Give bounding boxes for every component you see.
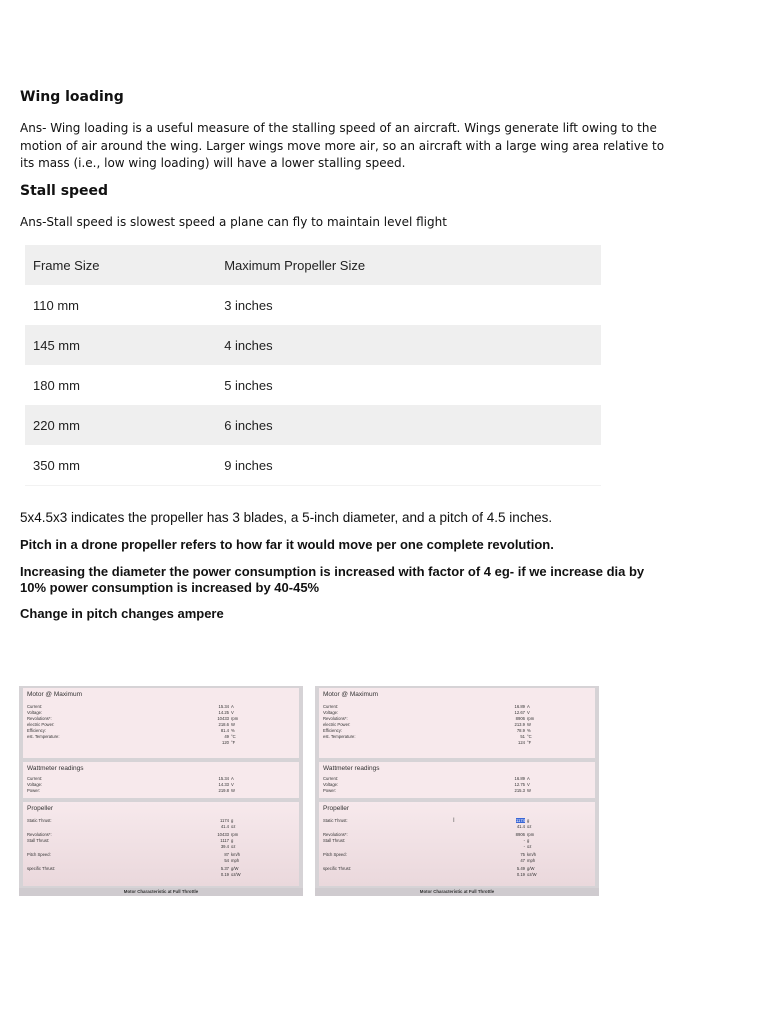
- row-unit: A: [527, 704, 530, 709]
- propeller-size-cell: 3 inches: [224, 297, 273, 313]
- row-label: Stall Thrust:: [323, 838, 346, 843]
- motor-characteristic-panel-1: [19, 686, 303, 896]
- row-unit: A: [231, 776, 234, 781]
- stall-speed-paragraph: Ans-Stall speed is slowest speed a plane can fly to maintain level flight: [20, 215, 447, 229]
- frame-size-cell: 145 mm: [33, 337, 80, 353]
- motor-characteristic-panel-2: [315, 686, 599, 896]
- row-unit: rpm: [231, 716, 239, 721]
- row-value: 51: [520, 734, 525, 739]
- row-unit: g/W: [231, 866, 239, 871]
- row-unit: oz/W: [527, 872, 537, 877]
- row-label: Voltage:: [27, 710, 43, 715]
- propeller-section-title: Propeller: [323, 805, 350, 812]
- frame-size-cell: 180 mm: [33, 377, 80, 393]
- propeller-size-table: [25, 245, 601, 486]
- wing-loading-heading: Wing loading: [20, 89, 124, 105]
- row-label: Current:: [323, 776, 339, 781]
- wattmeter-section-title: Wattmeter readings: [27, 765, 84, 772]
- row-value: 16.89: [514, 776, 525, 781]
- propeller-section: [23, 802, 299, 886]
- row-label: Voltage:: [27, 782, 43, 787]
- row-unit: %: [527, 728, 531, 733]
- row-value: 75: [520, 852, 525, 857]
- table-row: [25, 325, 601, 365]
- row-unit: mph: [231, 858, 240, 863]
- row-unit: A: [231, 704, 234, 709]
- frame-size-cell: 110 mm: [33, 297, 79, 313]
- panel-caption: Motor Characteristic at Full Throttle: [315, 888, 599, 896]
- row-label: specific Thrust:: [27, 866, 56, 871]
- row-label: Static Thrust:: [27, 818, 52, 823]
- row-unit: °C: [231, 734, 236, 739]
- row-value: 120: [222, 740, 229, 745]
- row-label: Stall Thrust:: [27, 838, 50, 843]
- row-unit: °C: [527, 734, 532, 739]
- row-value: 47: [520, 858, 525, 863]
- row-label: Revolutions*:: [323, 832, 348, 837]
- propeller-size-cell: 4 inches: [224, 337, 273, 353]
- propeller-size-cell: 9 inches: [224, 445, 601, 486]
- row-label: electric Power:: [323, 722, 351, 727]
- row-label: Revolutions*:: [27, 716, 52, 721]
- ampere-note: Change in pitch changes ampere: [20, 606, 224, 621]
- column-header-frame-size: Frame Size: [33, 257, 100, 273]
- row-unit: km/h: [231, 852, 241, 857]
- motor-section: [319, 688, 595, 758]
- row-label: Current:: [323, 704, 339, 709]
- row-unit: °F: [527, 740, 532, 745]
- row-unit: g: [527, 838, 530, 843]
- propeller-section-title: Propeller: [27, 805, 54, 812]
- row-value: 39.4: [220, 844, 229, 849]
- row-unit: g/W: [527, 866, 535, 871]
- row-unit: oz: [527, 824, 532, 829]
- row-unit: km/h: [527, 852, 537, 857]
- row-unit: V: [231, 710, 234, 715]
- row-label: Power:: [27, 788, 41, 793]
- row-label: est. Temperature:: [27, 734, 60, 739]
- row-label: Static Thrust:: [323, 818, 348, 823]
- table-row: [25, 445, 601, 486]
- row-unit: W: [231, 788, 235, 793]
- row-label: est. Temperature:: [323, 734, 356, 739]
- row-value: 8906: [515, 832, 525, 837]
- row-label: Pitch Speed:: [323, 852, 347, 857]
- row-label: Revolutions*:: [27, 832, 52, 837]
- row-value: 78.9: [516, 728, 525, 733]
- row-label: Efficiency:: [27, 728, 47, 733]
- row-value: 1174: [219, 818, 229, 823]
- pitch-note: Pitch in a drone propeller refers to how far it would move per one complete revolution.: [20, 537, 554, 552]
- row-label: Revolutions*:: [323, 716, 348, 721]
- row-value: 213.9: [514, 722, 525, 727]
- panel-caption: Motor Characteristic at Full Throttle: [19, 888, 303, 896]
- row-unit: W: [527, 788, 531, 793]
- row-value: 15.34: [218, 776, 229, 781]
- table-header-row: [25, 245, 601, 285]
- propeller-code-note: 5x4.5x3 indicates the propeller has 3 blades, a 5-inch diameter, and a pitch of 4.5 inches.: [20, 510, 553, 525]
- row-value: 14.33: [218, 782, 229, 787]
- wattmeter-section-title: Wattmeter readings: [323, 765, 380, 772]
- row-label: Current:: [27, 776, 43, 781]
- row-unit: rpm: [527, 832, 535, 837]
- wing-loading-paragraph: Ans- Wing loading is a useful measure of the stalling speed of an aircraft. Wings generate lift owing to the motion of air around the wing. Larger wings move more air, so an aircraft with a large wing area relative to its mass (i.e., low wing loading) will have a lower stalling speed.: [20, 121, 665, 170]
- row-value: 10433: [217, 716, 229, 721]
- row-value: 54: [224, 858, 229, 863]
- row-value: 8906: [515, 716, 525, 721]
- row-unit: °F: [231, 740, 236, 745]
- wattmeter-section: [319, 762, 595, 798]
- row-value: 124: [518, 740, 525, 745]
- row-label: Pitch Speed:: [27, 852, 51, 857]
- table-row: [25, 285, 601, 325]
- row-unit: mph: [527, 858, 536, 863]
- row-value: 1117: [220, 838, 229, 843]
- row-value: 15.34: [218, 704, 229, 709]
- row-label: specific Thrust:: [323, 866, 352, 871]
- row-unit: W: [231, 722, 235, 727]
- row-value: 41.4: [220, 824, 229, 829]
- row-value: 10433: [217, 832, 229, 837]
- row-unit: %: [231, 728, 235, 733]
- row-value: 0.19: [220, 872, 229, 877]
- row-unit: oz/W: [231, 872, 241, 877]
- row-unit: rpm: [527, 716, 535, 721]
- row-unit: A: [527, 776, 530, 781]
- row-value: 49: [224, 734, 229, 739]
- motor-section: [23, 688, 299, 758]
- table-row: [25, 405, 601, 445]
- row-unit: oz: [527, 844, 532, 849]
- column-header-max-propeller-size: Maximum Propeller Size: [224, 257, 366, 273]
- row-unit: g: [231, 838, 234, 843]
- row-unit: V: [527, 710, 530, 715]
- row-value: 0.19: [516, 872, 525, 877]
- row-value: 5.37: [220, 866, 229, 871]
- row-value: 215.3: [514, 788, 525, 793]
- diameter-note: Increasing the diameter the power consumption is increased with factor of 4 eg- if we increase dia by 10% power consumption is increased by 40-45%: [20, 564, 645, 595]
- row-unit: W: [527, 722, 531, 727]
- row-unit: V: [231, 782, 234, 787]
- row-value: -: [523, 844, 525, 849]
- row-value-selected: 1174: [515, 818, 525, 823]
- row-value: 218.6: [218, 722, 229, 727]
- row-label: Power:: [323, 788, 337, 793]
- row-value: 81.4: [220, 728, 229, 733]
- row-unit: oz: [231, 844, 236, 849]
- row-unit: V: [527, 782, 530, 787]
- row-value: 5.49: [516, 866, 525, 871]
- row-unit: g: [231, 818, 234, 823]
- wattmeter-section: [23, 762, 299, 798]
- row-label: Voltage:: [323, 782, 339, 787]
- row-value: 219.8: [218, 788, 229, 793]
- row-value: -: [523, 838, 525, 843]
- row-unit: rpm: [231, 832, 239, 837]
- row-label: electric Power:: [27, 722, 55, 727]
- propeller-section: [319, 802, 595, 886]
- row-value: 12.75: [514, 782, 525, 787]
- propeller-size-cell: 5 inches: [224, 377, 273, 393]
- frame-size-cell: 350 mm: [25, 445, 224, 486]
- row-value: 87: [224, 852, 229, 857]
- motor-section-title: Motor @ Maximum: [27, 691, 82, 698]
- propeller-size-cell: 6 inches: [224, 417, 273, 433]
- row-value: 41.4: [516, 824, 525, 829]
- row-unit: g: [527, 818, 530, 823]
- row-value: 16.89: [514, 704, 525, 709]
- row-value: 12.67: [514, 710, 525, 715]
- row-label: Current:: [27, 704, 43, 709]
- frame-size-cell: 220 mm: [33, 417, 80, 433]
- text-cursor-icon: I: [453, 818, 455, 824]
- stall-speed-heading: Stall speed: [20, 183, 109, 199]
- row-label: Voltage:: [323, 710, 339, 715]
- row-unit: oz: [231, 824, 236, 829]
- row-value: 14.25: [218, 710, 229, 715]
- table-row: [25, 365, 601, 405]
- row-label: Efficiency:: [323, 728, 343, 733]
- motor-section-title: Motor @ Maximum: [323, 691, 378, 698]
